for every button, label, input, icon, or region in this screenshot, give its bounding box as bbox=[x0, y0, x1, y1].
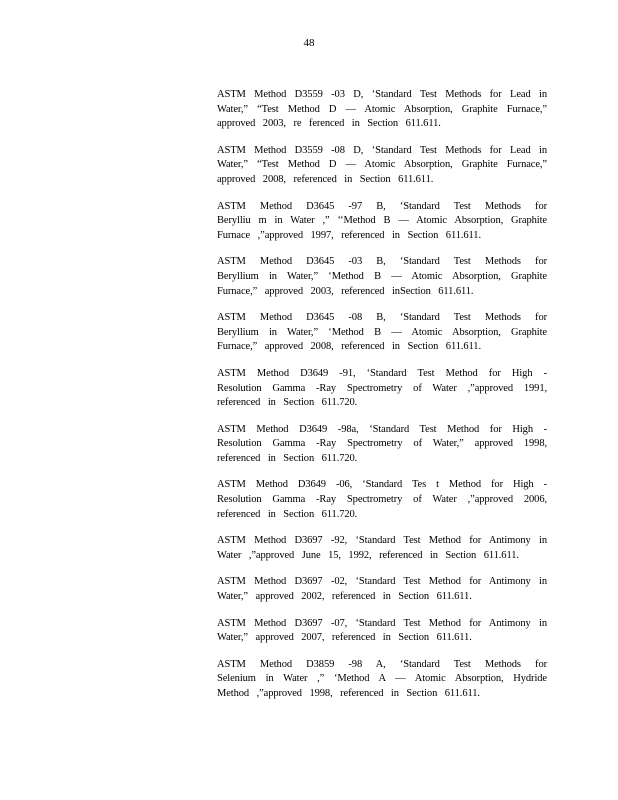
reference-entry bbox=[217, 617, 547, 646]
reference-entry-line: ASTM Method D3645 -08 B, ‘Standard Test Methods for bbox=[217, 312, 547, 324]
reference-entry-line: Water,” “Test Method D — Atomic Absorption, Graphite Furnace,” bbox=[217, 159, 547, 171]
reference-entry-line: approved 2003, re ferenced in Section 611.611. bbox=[217, 118, 441, 130]
reference-entry-line: Furnace ,”approved 1997, referenced in Section 611.611. bbox=[217, 229, 481, 241]
reference-list bbox=[217, 88, 547, 714]
reference-entry-line: ASTM Method D3649 -98a, ‘Standard Test Method for High - bbox=[217, 423, 547, 435]
reference-entry-line: ASTM Method D3697 -92, ‘Standard Test Method for Antimony in bbox=[217, 535, 547, 547]
reference-entry bbox=[217, 255, 547, 299]
reference-entry-line: Water ,”approved June 15, 1992, referenced in Section 611.611. bbox=[217, 549, 519, 561]
reference-entry-line: Resolution Gamma -Ray Spectrometry of Water ,”approved 1991, bbox=[217, 382, 547, 394]
reference-entry-line: ASTM Method D3697 -02, ‘Standard Test Method for Antimony in bbox=[217, 576, 547, 588]
reference-entry-line: Resolution Gamma -Ray Spectrometry of Water,” approved 1998, bbox=[217, 438, 547, 450]
reference-entry-line: ASTM Method D3559 -03 D, ‘Standard Test Methods for Lead in bbox=[217, 89, 547, 100]
reference-entry-line: Water,” approved 2002, referenced in Section 611.611. bbox=[217, 591, 472, 603]
reference-entry-line: ASTM Method D3645 -03 B, ‘Standard Test Methods for bbox=[217, 256, 547, 268]
reference-entry-line: ASTM Method D3645 -97 B, ‘Standard Test Methods for bbox=[217, 200, 547, 212]
reference-entry-line: Beryllium in Water,” ‘Method B — Atomic Absorption, Graphite bbox=[217, 270, 547, 282]
reference-entry bbox=[217, 534, 547, 563]
reference-entry-line: ASTM Method D3859 -98 A, ‘Standard Test Methods for bbox=[217, 658, 547, 670]
reference-entry-line: Furnace,” approved 2003, referenced inSection 611.611. bbox=[217, 285, 474, 297]
reference-entry-line: Beryllium in Water,” ‘Method B — Atomic Absorption, Graphite bbox=[217, 326, 547, 338]
reference-entry-line: ASTM Method D3649 -06, ‘Standard Tes t Method for High - bbox=[217, 479, 547, 491]
page-number: 48 bbox=[303, 37, 315, 49]
reference-entry-line: ASTM Method D3697 -07, ‘Standard Test Method for Antimony in bbox=[217, 617, 547, 629]
reference-entry-line: referenced in Section 611.720. bbox=[217, 452, 358, 464]
reference-entry-line: Water,” approved 2007, referenced in Section 611.611. bbox=[217, 632, 472, 644]
reference-entry-line: referenced in Section 611.720. bbox=[217, 508, 358, 520]
reference-entry-line: Water,” “Test Method D — Atomic Absorption, Graphite Furnace,” bbox=[217, 103, 547, 115]
reference-entry bbox=[217, 423, 547, 467]
reference-entry bbox=[217, 575, 547, 604]
reference-entry bbox=[217, 658, 547, 702]
reference-entry-line: Selenium in Water ,” ‘Method A — Atomic Absorption, Hydride bbox=[217, 673, 547, 685]
reference-entry-line: ASTM Method D3649 -91, ‘Standard Test Method for High - bbox=[217, 367, 547, 379]
reference-entry bbox=[217, 88, 547, 132]
reference-entry bbox=[217, 367, 547, 411]
reference-entry-line: approved 2008, referenced in Section 611.611. bbox=[217, 173, 434, 185]
reference-entry bbox=[217, 144, 547, 188]
reference-entry bbox=[217, 478, 547, 522]
reference-entry-line: referenced in Section 611.720. bbox=[217, 397, 358, 409]
reference-entry-line: Method ,”approved 1998, referenced in Section 611.611. bbox=[217, 688, 480, 699]
reference-entry-line: Furnace,” approved 2008, referenced in Section 611.611. bbox=[217, 341, 481, 353]
reference-entry-line: ASTM Method D3559 -08 D, ‘Standard Test Methods for Lead in bbox=[217, 144, 547, 156]
reference-entry bbox=[217, 311, 547, 355]
reference-entry-line: Berylliu m in Water ,” ‘‘Method B — Atomic Absorption, Graphite bbox=[217, 215, 547, 227]
reference-entry-line: Resolution Gamma -Ray Spectrometry of Water ,”approved 2006, bbox=[217, 494, 547, 506]
reference-entry bbox=[217, 200, 547, 244]
